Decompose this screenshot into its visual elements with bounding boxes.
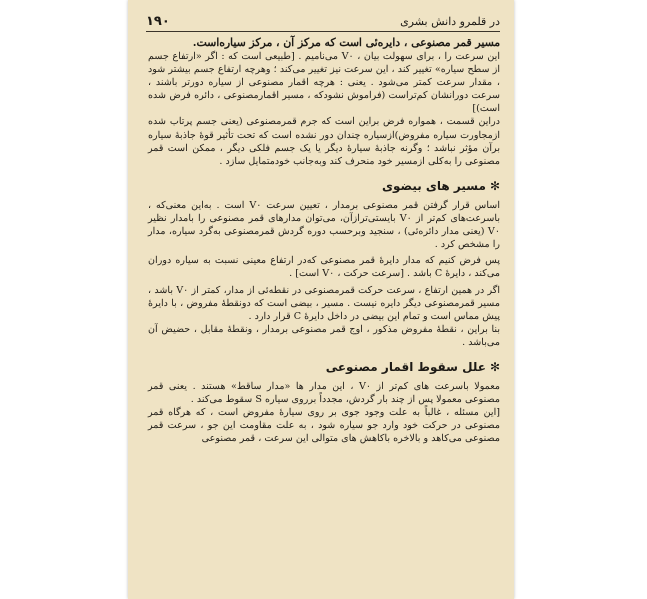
book-page bbox=[128, 0, 514, 599]
paragraph: پس فرض کنیم که مدار دایرۀ قمر مصنوعی که‌در ارتفاع معینی نسبت به سیاره دوران می‌کند ، دایرۀ C باشد . [سرعت حرکت ، V۰ است] . bbox=[148, 255, 500, 280]
page-number: ۱۹۰ bbox=[146, 13, 170, 29]
running-title: در قلمرو دانش بشری bbox=[400, 14, 500, 28]
paragraph: معمولا باسرعت های کم‌تر از V۰ ، این مدار ها «مدار ساقط» هستند . یعنی قمر مصنوعی معمولا پس از چند بار گردش، مجدداً برروی سیاره S سقوط می‌کند . bbox=[148, 381, 500, 406]
header-rule bbox=[146, 31, 500, 32]
paragraph: اساس قرار گرفتن قمر مصنوعی برمدار ، تعیین سرعت V۰ است . به‌این معنی‌که ، باسرعت‌های کم‌تر از V۰ بایستی‌ترازآن، می‌توان مدارهای قمر مصنوعی را بامدار نظیر V۰ (یعنی مدار دائره‌ئی) ، سنجید وبرحسب دوره گردش قمرمصنوعی به‌گرد سیاره، مدار را مشخص کرد . bbox=[148, 199, 501, 251]
section-heading-elliptical-orbits: ✻مسیر های بیضوی bbox=[382, 178, 500, 193]
paragraph: دراین قسمت ، همواره فرض براین است که جرم قمرمصنوعی (یعنی جسم پرتاب شده ازمجاورت سیاره مفروض)ازسیاره چندان دور نشده است که تحت تأثیر قوۀ جاذبۀ سیاره برآن مؤثر نباشد ؛ وگرنه جاذبۀ سیارۀ دیگر یا یک جسم فلکی دیگر ، ممکن است قمر مصنوعی را به‌کلی ازمسیر خود منحرف کند وبه‌جانب خودمتمایل سازد . bbox=[148, 116, 500, 167]
paragraph: اگر در همین ارتفاع ، سرعت حرکت قمرمصنوعی در نقطه‌ئی از مدار، کمتر از V۰ باشد ، مسیر قمرمصنوعی دیگر دایره نیست . مسیر ، بیضی است که دونقطۀ مفروض ، با دایرۀ پیش مماس است و تمام این بیضی در داخل دایرۀ C قرار دارد . bbox=[148, 284, 500, 322]
paragraph: این سرعت را ، برای سهولت بیان ، V۰ می‌نامیم . [طبیعی است که : اگر «ارتفاع جسم از سطح سیاره» تغییر کند ، این سرعت نیز تغییر می‌کند ؛ وهرچه ارتفاع جسم بیشتر شود ، مقدار سرعت کمتر می‌شود . یعنی : هرچه اقمار مصنوعی از سیاره دورتر باشند ، سرعت دورانشان کم‌تراست (فراموش نشودکه ، مسیر اقمارمصنوعی ، دائره فرض شده است)] bbox=[148, 51, 500, 115]
asterisk-icon: ✻ bbox=[489, 359, 500, 374]
section-heading-fall-causes: ✻علل سقوط اقمار مصنوعی bbox=[325, 359, 500, 374]
lead-sentence: مسیر قمر مصنوعی ، دایره‌ئی است که مرکز آن ، مرکز سیاره‌است. bbox=[192, 36, 500, 49]
paragraph: [این مسئله ، غالباً به علت وجود جوی بر روی سیارۀ مفروض است ، که هرگاه قمر مصنوعی در حرکت خود وارد جو سیاره شود ، به علت مقاومت این جو ، سرعت قمر مصنوعی می‌کاهد و بالاخره باکاهش های متوالی این سرعت ، قمر مصنوعی bbox=[148, 407, 500, 445]
page-header bbox=[146, 12, 500, 30]
paragraph: بنا براین ، نقطۀ مفروض مذکور ، اوج قمر مصنوعی برمدار ، ونقطۀ مقابل ، حضیض آن می‌باشد . bbox=[148, 323, 500, 348]
page-body bbox=[148, 36, 500, 446]
asterisk-icon: ✻ bbox=[489, 178, 500, 193]
